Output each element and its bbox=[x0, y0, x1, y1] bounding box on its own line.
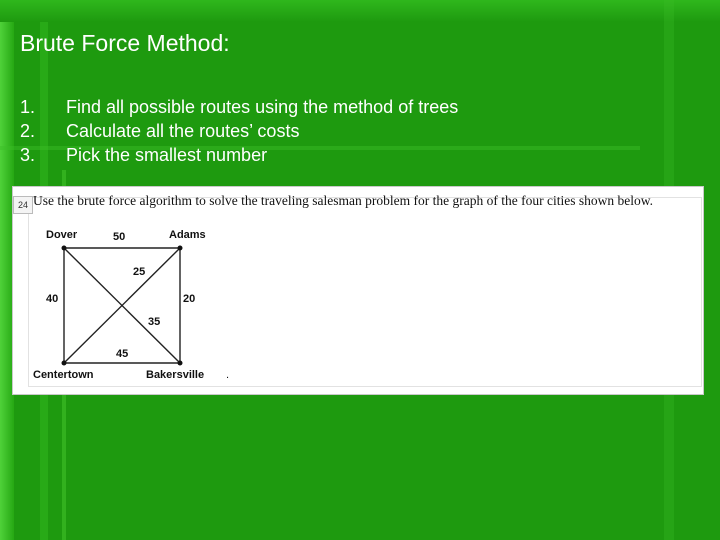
node-dover bbox=[62, 246, 67, 251]
slide-title: Brute Force Method: bbox=[20, 30, 230, 56]
node-adams bbox=[178, 246, 183, 251]
node-label-dover: Dover bbox=[46, 229, 78, 241]
weight-dover-centertown: 40 bbox=[46, 293, 59, 305]
step-text: Find all possible routes using the method of trees bbox=[66, 97, 459, 117]
step-text: Pick the smallest number bbox=[66, 145, 268, 165]
node-label-adams: Adams bbox=[169, 229, 206, 241]
city-graph bbox=[13, 187, 703, 394]
step-number: 1. bbox=[20, 97, 36, 117]
node-centertown bbox=[62, 361, 67, 366]
weight-adams-centertown: 35 bbox=[148, 316, 161, 328]
steps-list bbox=[20, 95, 458, 167]
trailing-mark: . bbox=[226, 369, 230, 381]
weight-centertown-bakersville: 45 bbox=[116, 348, 129, 360]
node-bakersville bbox=[178, 361, 183, 366]
node-label-centertown: Centertown bbox=[33, 369, 94, 381]
step-item bbox=[20, 143, 458, 167]
problem-image bbox=[12, 186, 704, 395]
weight-dover-adams: 50 bbox=[113, 231, 126, 243]
step-text: Calculate all the routes’ costs bbox=[66, 121, 300, 141]
step-item bbox=[20, 95, 458, 119]
step-number: 2. bbox=[20, 121, 36, 141]
weight-adams-bakersville: 20 bbox=[183, 293, 196, 305]
decorative-stripe-top bbox=[0, 0, 720, 22]
step-number: 3. bbox=[20, 145, 36, 165]
weight-dover-bakersville: 25 bbox=[133, 266, 146, 278]
node-label-bakersville: Bakersville bbox=[146, 369, 205, 381]
step-item bbox=[20, 119, 458, 143]
problem-number: 24 bbox=[13, 196, 33, 214]
problem-question: Use the brute force algorithm to solve the traveling salesman problem for the graph of the four cities shown below. bbox=[33, 193, 653, 208]
